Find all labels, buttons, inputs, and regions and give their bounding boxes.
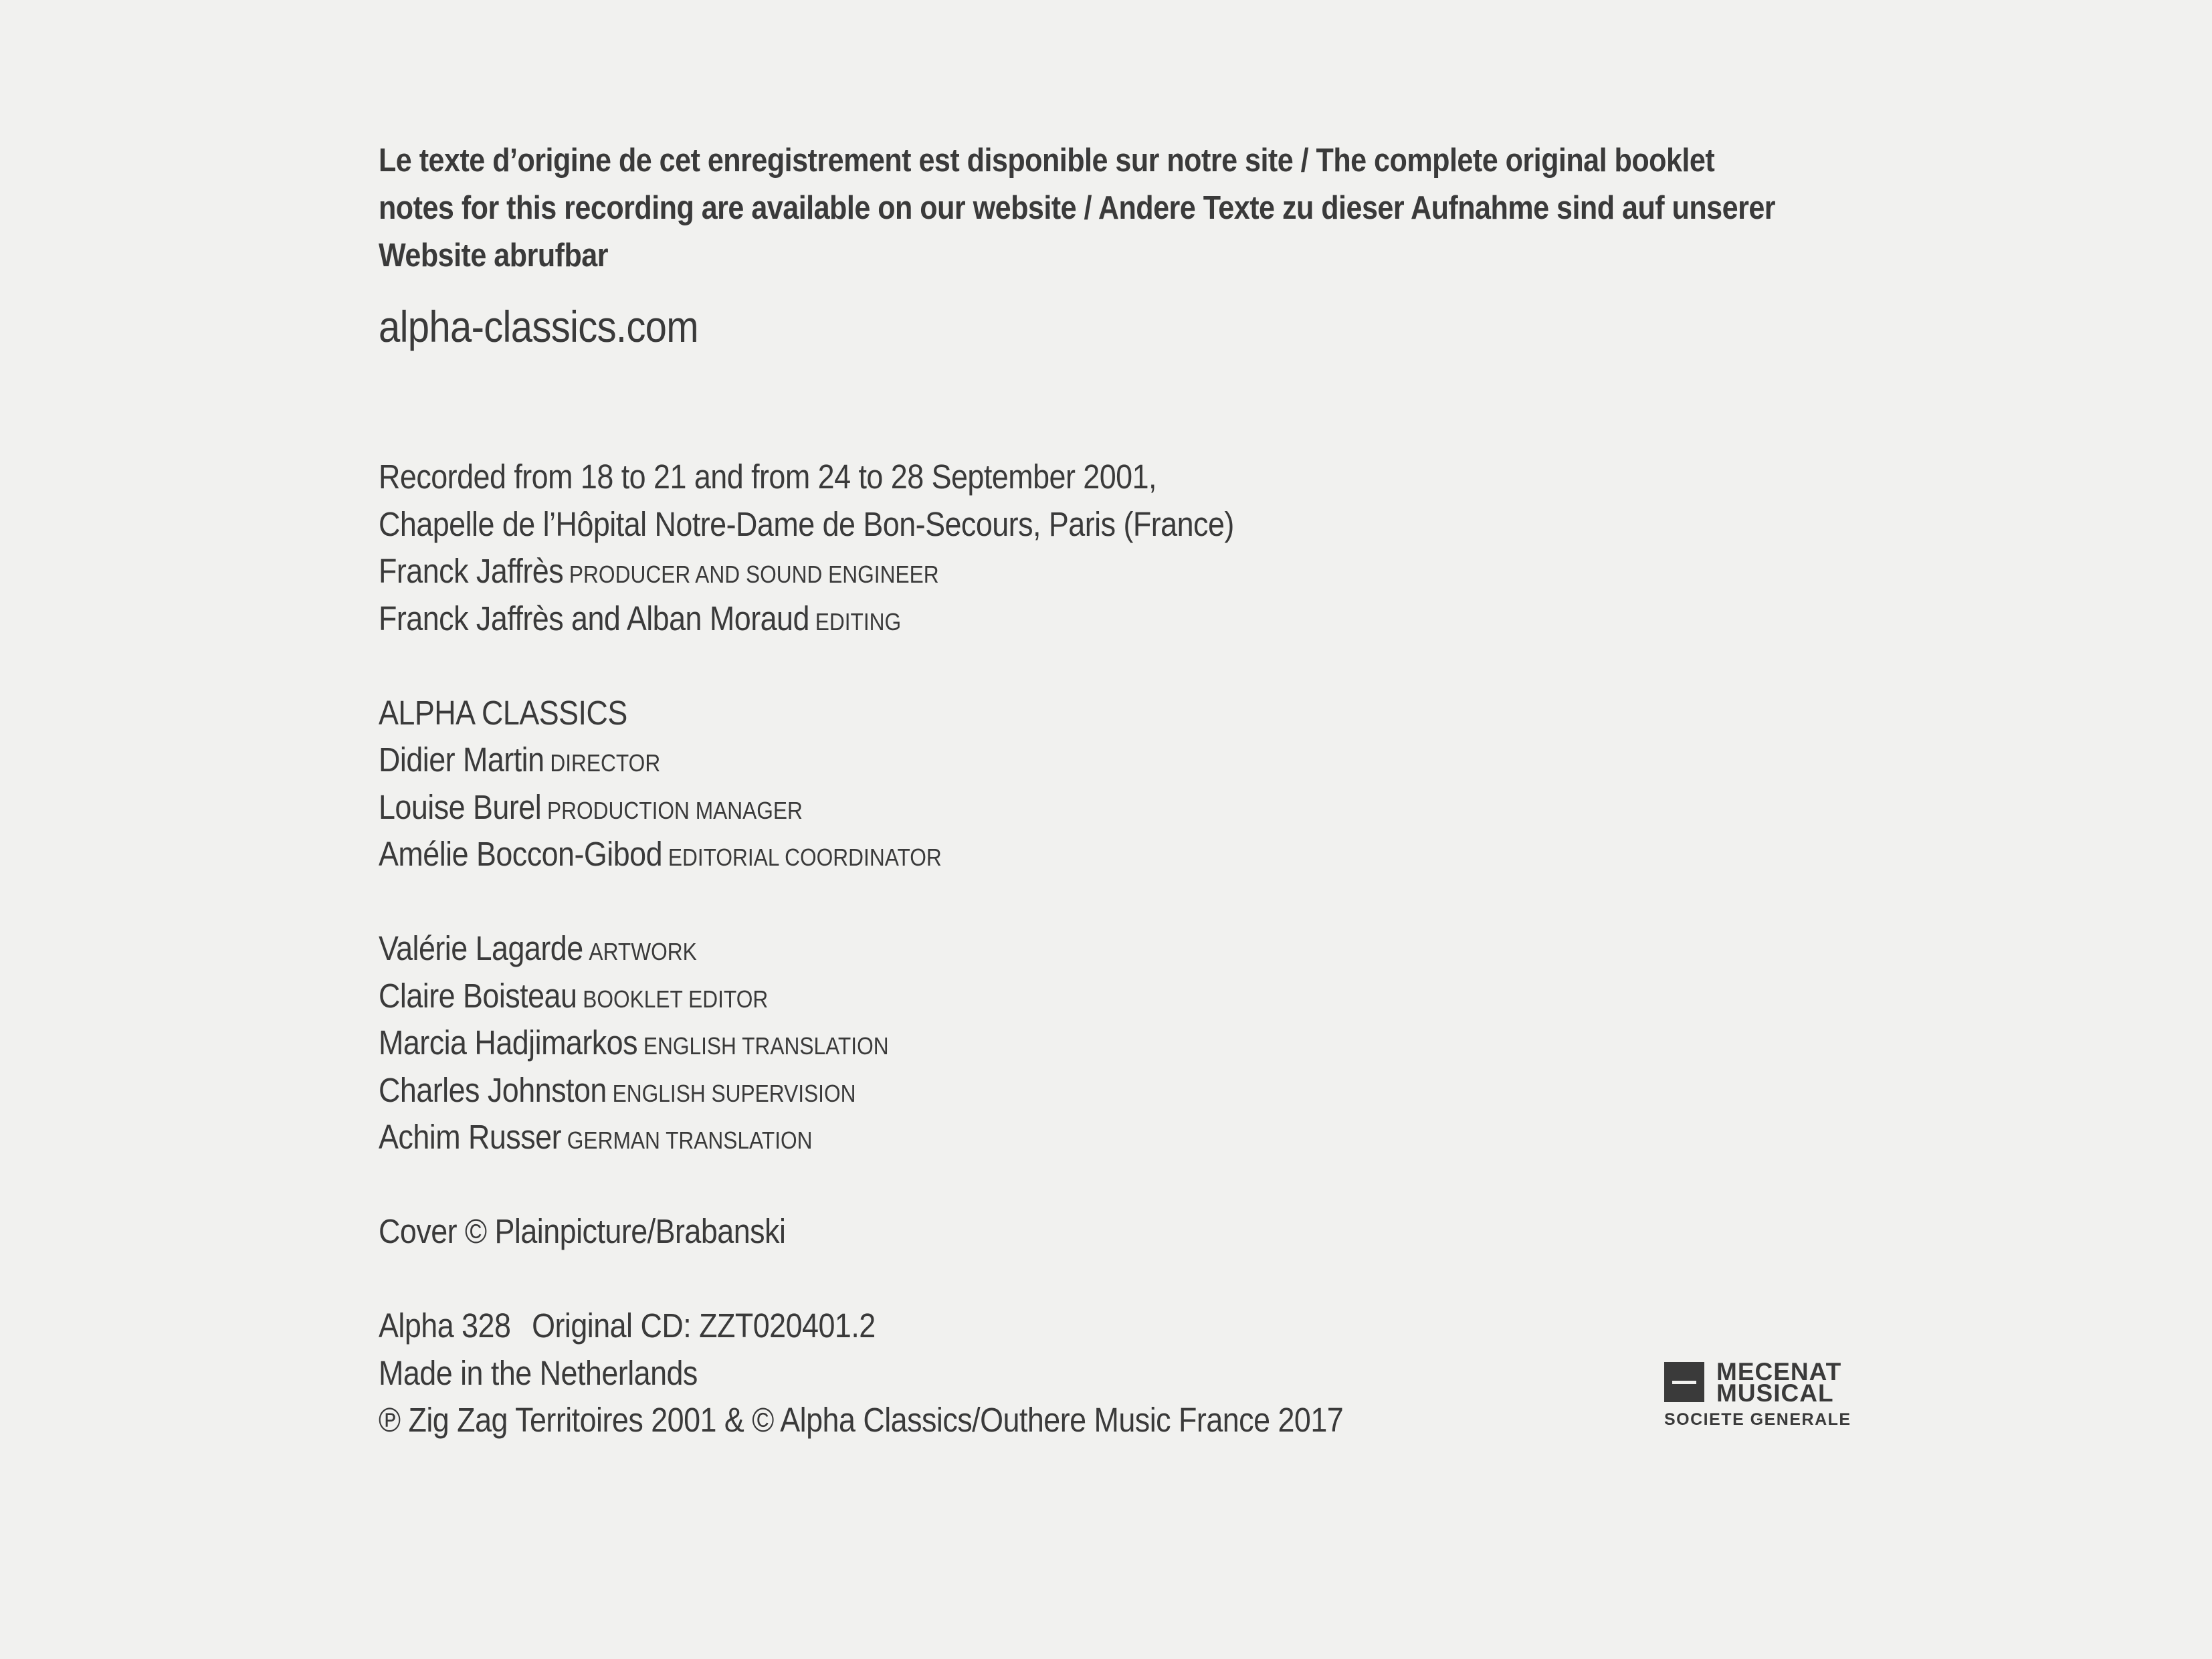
spacer — [379, 642, 1850, 690]
credit-role: PRODUCER AND SOUND ENGINEER — [569, 561, 939, 588]
logo-mark-icon — [1664, 1362, 1704, 1402]
credit-role: ENGLISH SUPERVISION — [612, 1079, 856, 1107]
spacer — [379, 1161, 1850, 1209]
credit-line — [379, 737, 1850, 784]
mecenat-musical-logo — [1664, 1358, 1865, 1434]
credit-name: Franck Jaffrès and Alban Moraud — [379, 599, 809, 638]
credit-role: GERMAN TRANSLATION — [567, 1127, 813, 1154]
credit-role: EDITING — [815, 607, 902, 636]
origin-line: Made in the Netherlands — [379, 1353, 698, 1392]
copyright-line: ℗ Zig Zag Territoires 2001 & © Alpha Classics/Outhere Music France 2017 — [379, 1401, 1344, 1439]
catalog-number: Alpha 328 — [379, 1306, 511, 1345]
credit-name: Claire Boisteau — [379, 976, 577, 1015]
intro-text — [379, 137, 1850, 280]
intro-line: Le texte d’origine de cet enregistrement est disponible sur notre site / The complete original booklet — [379, 142, 1715, 179]
recording-venue: Chapelle de l’Hôpital Notre-Dame de Bon-Secours, Paris (France) — [379, 504, 1234, 543]
credit-name: Amélie Boccon-Gibod — [379, 835, 663, 873]
booklet-credits-page — [379, 137, 1850, 1444]
spacer — [379, 1256, 1850, 1303]
original-cd: Original CD: ZZT020401.2 — [532, 1306, 876, 1345]
credit-role: ENGLISH TRANSLATION — [643, 1032, 889, 1060]
credits-block — [379, 454, 1850, 1444]
label-heading: ALPHA CLASSICS — [379, 693, 627, 732]
credit-line — [379, 831, 1850, 878]
credit-line — [379, 973, 1850, 1020]
credit-name: Louise Burel — [379, 787, 542, 826]
credit-role: DIRECTOR — [550, 749, 661, 777]
credit-line — [379, 1114, 1850, 1161]
logo-subtitle: SOCIETE GENERALE — [1664, 1410, 1851, 1429]
credit-name: Valérie Lagarde — [379, 929, 583, 967]
credit-name: Didier Martin — [379, 741, 544, 779]
intro-line: notes for this recording are available on our website / Andere Texte zu dieser Aufnahme sind auf unserer — [379, 190, 1776, 226]
intro-line: Website abrufbar — [379, 237, 608, 274]
credit-role: BOOKLET EDITOR — [583, 985, 769, 1013]
credit-line — [379, 784, 1850, 832]
credit-role: PRODUCTION MANAGER — [546, 796, 803, 824]
credit-role: ARTWORK — [589, 938, 697, 965]
credit-line — [379, 595, 1850, 643]
credit-line — [379, 1067, 1850, 1114]
credit-line — [379, 925, 1850, 973]
credit-name: Charles Johnston — [379, 1070, 607, 1109]
credit-line — [379, 1019, 1850, 1067]
cover-credit: Cover © Plainpicture/Brabanski — [379, 1212, 786, 1250]
spacer — [379, 878, 1850, 926]
credit-name: Franck Jaffrès — [379, 552, 564, 590]
credit-name: Marcia Hadjimarkos — [379, 1023, 638, 1062]
logo-word: MUSICAL — [1716, 1379, 1834, 1407]
website-link[interactable]: alpha-classics.com — [379, 302, 698, 351]
credit-line — [379, 548, 1850, 595]
catalog-line — [379, 1302, 1850, 1350]
credit-role: EDITORIAL COORDINATOR — [668, 844, 942, 871]
credit-name: Achim Russer — [379, 1118, 561, 1156]
logo-word: MECENAT — [1716, 1358, 1842, 1385]
recording-dates: Recorded from 18 to 21 and from 24 to 28 September 2001, — [379, 458, 1157, 496]
